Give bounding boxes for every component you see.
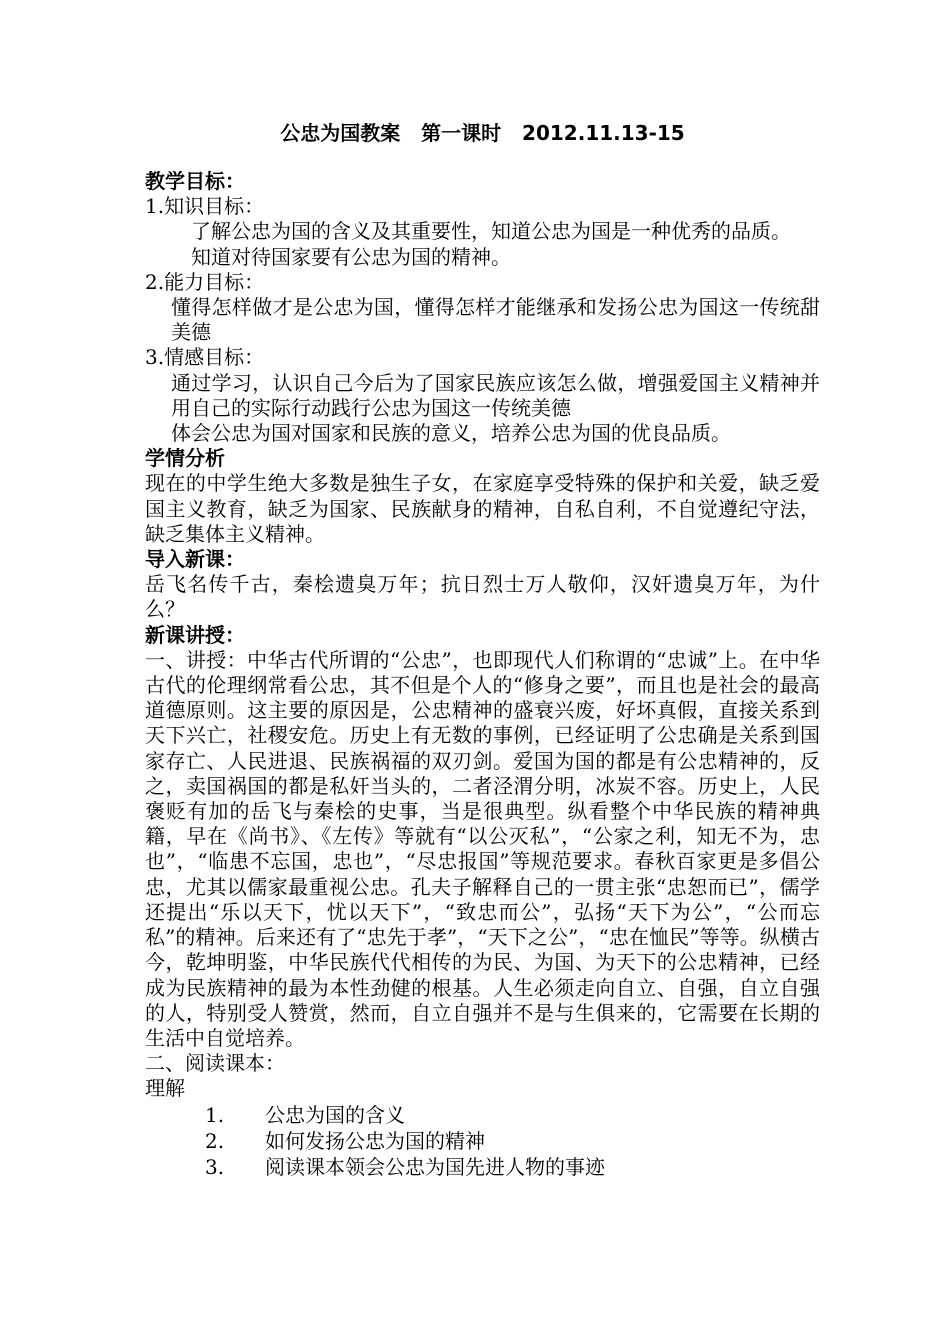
intro-heading: 导入新课： [145,547,245,572]
lecture-heading: 新课讲授： [145,622,245,647]
emotion-goal-label: 3.情感目标： [145,345,265,370]
emotion-goal-line: 通过学习，认识自己今后为了国家民族应该怎么做，增强爱国主义精神并用自己的实际行动践行公忠为国这一传统美德 [171,370,820,420]
emotion-goal-line: 体会公忠为国对国家和民族的意义，培养公忠为国的优良品质。 [171,421,731,446]
list-item-number: 2. [205,1128,225,1153]
list-item [145,1102,820,1128]
list-item-number: 1. [205,1102,225,1127]
lecture-text: 一、讲授：中华古代所谓的“公忠”，也即现代人们称谓的“忠诚”上。在中华古代的伦理纲常看公忠，其不但是个人的“修身之要”，而且也是社会的最高道德原则。这主要的原因是，公忠精神的盛衰兴废，好坏真假，直接关系到天下兴亡，社稷安危。历史上有无数的事例，已经证明了公忠确是关系到国家存亡、人民进退、民族祸福的双刃剑。爱国为国的都是有公忠精神的，反之，卖国祸国的都是私奸当头的，二者泾渭分明，冰炭不容。历史上，人民褒贬有加的岳飞与秦桧的史事，当是很典型。纵看整个中华民族的精神典籍，早在《尚书》、《左传》等就有“以公灭私”，“公家之利，知无不为，忠也”，“临患不忘国，忠也”，“尽忠报国”等规范要求。春秋百家更是多倡公忠，尤其以儒家最重视公忠。孔夫子解释自己的一贯主张“忠恕而已”，儒学还提出“乐以天下，忧以天下”，“致忠而公”，弘扬“天下为公”，“公而忘私”的精神。后来还有了“忠先于孝”，“天下之公”，“忠在恤民”等等。纵横古今，乾坤明鉴，中华民族代代相传的为民、为国、为天下的公忠精神，已经成为民族精神的最为本性劲健的根基。人生必须走向自立、自强，自立自强的人，特别受人赞赏，然而，自立自强并不是与生俱来的，它需要在长期的生活中自觉培养。 [145,647,820,1050]
reading-heading: 二、阅读课本： [145,1051,285,1076]
knowledge-goal-label: 1.知识目标： [145,194,265,219]
document-title: 公忠为国教案 第一课时 2012.11.13-15 [280,121,685,145]
list-item-text: 阅读课本领会公忠为国先进人物的事迹 [265,1154,605,1179]
list-item-number: 3. [205,1154,225,1179]
teaching-goals-heading: 教学目标： [145,169,245,193]
knowledge-goal-line: 了解公忠为国的含义及其重要性，知道公忠为国是一种优秀的品质。 [191,219,791,244]
list-item-text: 如何发扬公忠为国的精神 [265,1128,485,1153]
list-item-text: 公忠为国的含义 [265,1102,405,1127]
student-analysis-text: 现在的中学生绝大多数是独生子女，在家庭享受特殊的保护和关爱，缺乏爱国主义教育，缺乏为国家、民族献身的精神，自私自利，不自觉遵纪守法，缺乏集体主义精神。 [145,471,820,546]
document-body [145,118,820,1180]
list-item [145,1154,820,1180]
knowledge-goal-line: 知道对待国家要有公忠为国的精神。 [191,244,511,269]
intro-text: 岳飞名传千古，秦桧遗臭万年；抗日烈士万人敬仰，汉奸遗臭万年，为什么？ [145,572,820,622]
student-analysis-heading: 学情分析 [145,446,225,471]
ability-goal-label: 2.能力目标： [145,269,265,294]
ability-goal-line: 懂得怎样做才是公忠为国，懂得怎样才能继承和发扬公忠为国这一传统甜美德 [171,295,820,345]
reading-sub: 理解 [145,1076,185,1101]
list-item [145,1128,820,1154]
